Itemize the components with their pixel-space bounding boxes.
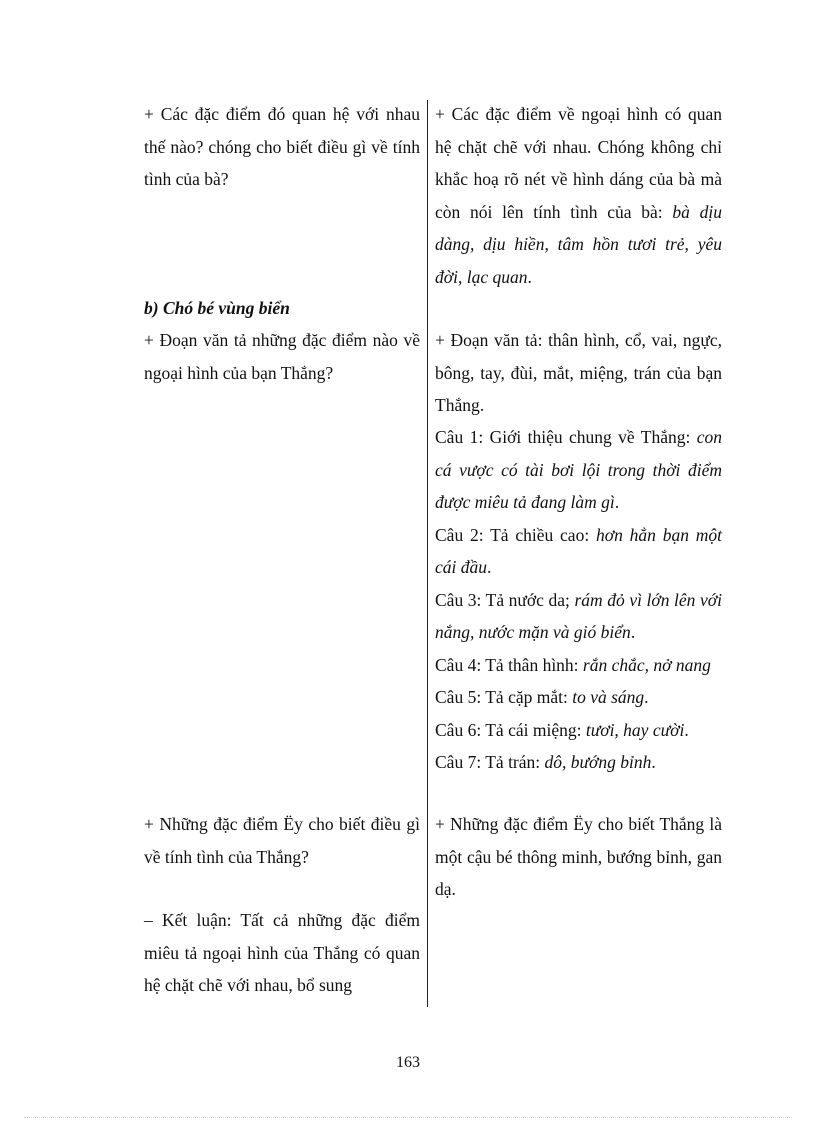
sentence-label: Câu 1: Giới thiệu chung về Thắng: xyxy=(435,427,697,447)
sentence-italic: tươi, hay cười xyxy=(585,719,685,740)
question-2 xyxy=(144,324,420,389)
sentence-end: . xyxy=(614,492,620,512)
sentence-italic: to và sáng xyxy=(572,687,645,707)
sentence-label: Câu 3: Tả nước da; xyxy=(435,589,575,610)
answer-3-text: + Những đặc điểm Ëy cho biết Thắng là một cậu bé thông minh, bướng bỉnh, gan dạ. xyxy=(435,814,722,899)
sentence-item xyxy=(435,649,722,682)
question-2-text: + Đoạn văn tả những đặc điểm nào về ngoại hình của bạn Thắng? xyxy=(144,330,420,383)
sentence-list xyxy=(435,421,722,779)
page-number: 163 xyxy=(396,1054,420,1071)
sentence-end: . xyxy=(487,557,492,577)
sentence-italic: rám đỏ vì lớn lên với nắng, nước mặn và gió biển xyxy=(435,589,722,642)
sentence-end: . xyxy=(644,687,649,707)
sentence-item xyxy=(435,714,722,747)
sentence-end: . xyxy=(651,752,656,772)
answer-1-end: . xyxy=(527,266,532,287)
answer-1 xyxy=(435,98,722,293)
sentence-italic: rắn chắc, nở nang xyxy=(582,654,711,675)
column-divider xyxy=(427,100,428,1007)
sentence-item xyxy=(435,421,722,519)
sentence-italic: hơn hẳn bạn một cái đầu xyxy=(435,524,722,577)
sentence-item xyxy=(435,584,722,649)
answer-1-plain: + Các đặc điểm về ngoại hình có quan hệ chặt chẽ với nhau. Chóng không chỉ khắc hoạ rõ nét về hình dáng của bà mà còn nói lên tính tình của bà: xyxy=(435,104,722,222)
question-3-text: + Những đặc điểm Ëy cho biết điều gì về tính tình của Thắng? xyxy=(144,814,420,867)
answer-3 xyxy=(435,808,722,906)
footer-divider xyxy=(24,1117,792,1118)
question-1 xyxy=(144,98,420,196)
sentence-label: Câu 6: Tả cái miệng: xyxy=(435,719,586,740)
sentence-end: . xyxy=(684,719,689,740)
question-3 xyxy=(144,808,420,873)
sentence-item xyxy=(435,519,722,584)
sentence-label: Câu 7: Tả trán: xyxy=(435,752,545,772)
sentence-end: . xyxy=(630,622,636,642)
sentence-label: Câu 4: Tả thân hình: xyxy=(435,654,583,675)
question-1-text: + Các đặc điểm đó quan hệ với nhau thế nào? chóng cho biết điều gì về tính tình của bà? xyxy=(144,104,420,189)
section-heading-text: b) Chó bé vùng biển xyxy=(144,298,290,318)
sentence-italic: con cá vược có tài bơi lội trong thời điểm được miêu tả đang làm gì xyxy=(435,427,722,512)
sentence-italic: dô, bướng bỉnh xyxy=(544,752,652,772)
sentence-item xyxy=(435,681,722,714)
sentence-label: Câu 2: Tả chiều cao: xyxy=(435,524,596,545)
conclusion-text: – Kết luận: Tất cả những đặc điểm miêu tả ngoại hình của Thắng có quan hệ chặt chẽ với nhau, bổ sung xyxy=(144,910,420,995)
sentence-item xyxy=(435,746,722,779)
answer-2-text: + Đoạn văn tả: thân hình, cổ, vai, ngực, bông, tay, đùi, mắt, miệng, trán của bạn Thắng. xyxy=(435,330,722,415)
answer-1-italic: bà dịu dàng, dịu hiền, tâm hồn tươi trẻ, yêu đời, lạc quan xyxy=(435,201,722,287)
answer-2 xyxy=(435,324,722,422)
section-heading xyxy=(144,292,434,325)
sentence-label: Câu 5: Tả cặp mắt: xyxy=(435,687,573,707)
conclusion xyxy=(144,904,420,1002)
answer-1-text xyxy=(435,98,722,293)
